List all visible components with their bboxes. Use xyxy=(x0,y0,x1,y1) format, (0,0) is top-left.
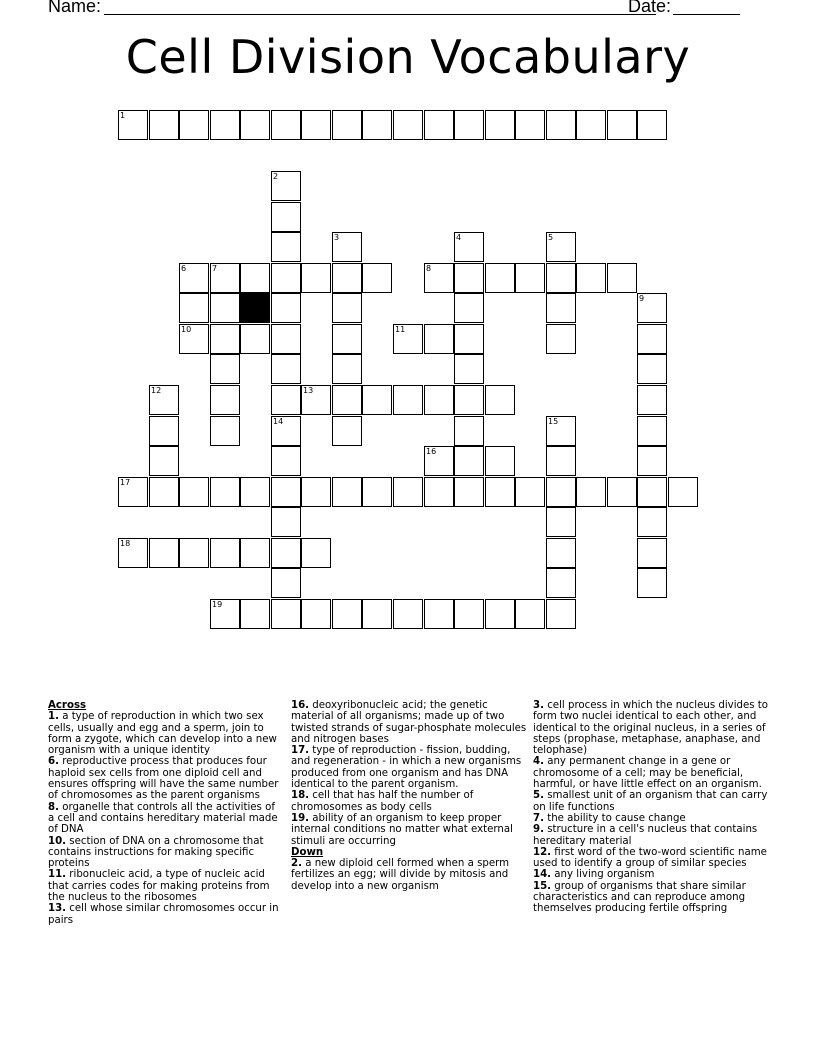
grid-cell[interactable] xyxy=(179,538,209,568)
grid-cell[interactable] xyxy=(485,599,515,629)
clue-item xyxy=(48,711,284,756)
clue-number: 6 xyxy=(181,264,187,273)
clue-item-number: 7. xyxy=(533,812,544,824)
grid-cell[interactable] xyxy=(485,477,515,507)
grid-cell[interactable] xyxy=(271,416,301,446)
grid-cell[interactable] xyxy=(637,538,667,568)
grid-cell[interactable] xyxy=(546,232,576,262)
grid-cell[interactable] xyxy=(271,110,301,140)
clue-item-number: 14. xyxy=(533,869,552,881)
grid-cell[interactable] xyxy=(424,477,454,507)
grid-cell[interactable] xyxy=(332,354,362,384)
grid-cell[interactable] xyxy=(576,477,606,507)
clue-item xyxy=(533,869,769,880)
grid-cell[interactable] xyxy=(149,538,179,568)
grid-cell[interactable] xyxy=(424,263,454,293)
clue-item-text: ribonucleic acid, a type of nucleic acid that carries codes for making proteins from the nucleus to the ribosomes xyxy=(48,869,270,904)
grid-cell[interactable] xyxy=(332,324,362,354)
clue-item xyxy=(533,813,769,824)
grid-cell[interactable] xyxy=(393,324,423,354)
grid-cell[interactable] xyxy=(454,293,484,323)
clue-item-text: organelle that controls all the activities of a cell and contains hereditary material made of DNA xyxy=(48,801,278,836)
grid-cell[interactable] xyxy=(668,477,698,507)
grid-cell[interactable] xyxy=(637,110,667,140)
clue-section-heading: Down xyxy=(291,846,324,858)
grid-cell[interactable] xyxy=(546,477,576,507)
clue-item-text: cell process in which the nucleus divides to form two nuclei identical to each other, and identical to the original nucleus, in a series of steps (prophase, metaphase, anaphase, and telophase) xyxy=(533,700,769,757)
grid-cell[interactable] xyxy=(607,263,637,293)
grid-cell[interactable] xyxy=(515,263,545,293)
clue-item xyxy=(533,847,769,870)
clue-item-text: structure in a cell's nucleus that contains hereditary material xyxy=(533,824,758,847)
clue-item-number: 8. xyxy=(48,801,59,813)
clue-item-text: a new diploid cell formed when a sperm fertilizes an egg; will divide by mitosis and develop into a new organism xyxy=(291,858,510,892)
clue-item-text: any living organism xyxy=(551,869,655,881)
clue-number: 12 xyxy=(151,386,162,395)
grid-cell[interactable] xyxy=(271,538,301,568)
clue-item-number: 10. xyxy=(48,835,67,847)
grid-cell[interactable] xyxy=(546,446,576,476)
clue-number: 17 xyxy=(120,478,131,487)
clue-item xyxy=(48,903,284,926)
clue-item-number: 19. xyxy=(291,812,310,824)
clue-item xyxy=(291,813,527,847)
clue-number: 13 xyxy=(303,386,314,395)
grid-cell[interactable] xyxy=(454,446,484,476)
clue-number: 11 xyxy=(395,325,406,334)
clue-item-number: 12. xyxy=(533,846,552,858)
clue-column-2 xyxy=(291,700,527,892)
grid-cell[interactable] xyxy=(546,324,576,354)
grid-cell[interactable] xyxy=(393,385,423,415)
clue-item xyxy=(291,858,527,892)
grid-cell[interactable] xyxy=(240,324,270,354)
grid-cell[interactable] xyxy=(271,599,301,629)
grid-cell[interactable] xyxy=(485,263,515,293)
clue-item xyxy=(291,745,527,790)
grid-cell[interactable] xyxy=(149,446,179,476)
grid-cell[interactable] xyxy=(301,477,331,507)
grid-cell[interactable] xyxy=(546,416,576,446)
grid-cell[interactable] xyxy=(179,263,209,293)
grid-cell[interactable] xyxy=(240,477,270,507)
clue-number: 4 xyxy=(456,233,462,242)
grid-cell[interactable] xyxy=(240,110,270,140)
grid-cell[interactable] xyxy=(637,507,667,537)
grid-cell[interactable] xyxy=(210,599,240,629)
grid-cell[interactable] xyxy=(362,385,392,415)
grid-cell[interactable] xyxy=(454,324,484,354)
grid-cell[interactable] xyxy=(118,477,148,507)
grid-cell[interactable] xyxy=(485,110,515,140)
clue-number: 10 xyxy=(181,325,192,334)
grid-cell[interactable] xyxy=(332,416,362,446)
clue-item-text: section of DNA on a chromosome that contains instructions for making specific proteins xyxy=(48,835,264,870)
clue-number: 19 xyxy=(212,600,223,609)
grid-cell[interactable] xyxy=(118,538,148,568)
clue-item xyxy=(533,824,769,847)
clue-item xyxy=(533,881,769,915)
grid-cell[interactable] xyxy=(210,538,240,568)
clue-column-3 xyxy=(533,700,769,915)
clue-item-text: reproductive process that produces four haploid sex cells from one diploid cell and ensures offspring will have the same number of chromosomes as the parent organisms xyxy=(48,756,279,802)
clue-number: 8 xyxy=(426,264,432,273)
clue-item-text: group of organisms that share similar characteristics and can reproduce among themselves producing fertile offspring xyxy=(533,880,746,915)
grid-cell[interactable] xyxy=(271,477,301,507)
clue-item-number: 9. xyxy=(533,824,544,836)
clue-item-text: a type of reproduction in which two sex cells, usually and egg and a sperm, join to form a zygote, which can develop into a new organism with a unique identity xyxy=(48,711,277,757)
clue-item-text: any permanent change in a gene or chromosome of a cell; may be beneficial, harmful, or have little effect on an organism. xyxy=(533,756,762,791)
clue-number: 9 xyxy=(639,294,645,303)
clue-item-number: 6. xyxy=(48,756,59,768)
grid-cell[interactable] xyxy=(210,416,240,446)
clue-item-text: type of reproduction - fission, budding, and regeneration - in which a new organisms produced from one organism and has DNA identical to the parent organism. xyxy=(291,745,522,791)
clue-item xyxy=(533,790,769,813)
clue-item-number: 16. xyxy=(291,700,310,711)
clue-number: 2 xyxy=(273,172,279,181)
clue-item-text: cell whose similar chromosomes occur in pairs xyxy=(48,903,279,926)
grid-cell[interactable] xyxy=(271,171,301,201)
clue-item xyxy=(48,802,284,836)
clue-item-number: 15. xyxy=(533,880,552,892)
grid-cell[interactable] xyxy=(271,354,301,384)
grid-cell[interactable] xyxy=(546,293,576,323)
clue-item-number: 4. xyxy=(533,756,544,768)
grid-cell[interactable] xyxy=(332,293,362,323)
grid-cell[interactable] xyxy=(546,110,576,140)
grid-cell[interactable] xyxy=(607,110,637,140)
grid-cell[interactable] xyxy=(576,263,606,293)
grid-cell[interactable] xyxy=(332,599,362,629)
grid-cell[interactable] xyxy=(515,599,545,629)
grid-cell[interactable] xyxy=(546,538,576,568)
clue-number: 16 xyxy=(426,447,437,456)
grid-cell[interactable] xyxy=(607,477,637,507)
grid-cell[interactable] xyxy=(149,385,179,415)
grid-cell[interactable] xyxy=(271,263,301,293)
grid-cell[interactable] xyxy=(637,477,667,507)
grid-cell[interactable] xyxy=(393,110,423,140)
clue-item-number: 11. xyxy=(48,869,67,881)
clue-item xyxy=(533,700,769,756)
grid-cell[interactable] xyxy=(637,354,667,384)
grid-cell[interactable] xyxy=(637,385,667,415)
grid-cell[interactable] xyxy=(149,110,179,140)
clue-item-text: the ability to cause change xyxy=(543,812,686,824)
grid-cell[interactable] xyxy=(637,568,667,598)
grid-cell[interactable] xyxy=(424,385,454,415)
grid-cell[interactable] xyxy=(149,416,179,446)
grid-cell[interactable] xyxy=(271,385,301,415)
grid-cell[interactable] xyxy=(179,293,209,323)
grid-cell[interactable] xyxy=(271,507,301,537)
grid-cell[interactable] xyxy=(210,385,240,415)
grid-cell[interactable] xyxy=(210,110,240,140)
clue-item-number: 1. xyxy=(48,711,59,723)
clue-item xyxy=(48,869,284,903)
clue-item-number: 2. xyxy=(291,858,302,870)
grid-cell[interactable] xyxy=(637,293,667,323)
clue-item xyxy=(291,700,527,745)
grid-cell[interactable] xyxy=(454,110,484,140)
grid-cell[interactable] xyxy=(576,110,606,140)
grid-cell[interactable] xyxy=(271,568,301,598)
clue-item xyxy=(48,756,284,801)
grid-cell[interactable] xyxy=(301,110,331,140)
grid-cell[interactable] xyxy=(424,324,454,354)
grid-cell[interactable] xyxy=(637,324,667,354)
grid-cell[interactable] xyxy=(301,385,331,415)
grid-cell[interactable] xyxy=(179,324,209,354)
clue-number: 5 xyxy=(548,233,554,242)
grid-cell[interactable] xyxy=(424,599,454,629)
clue-item-text: deoxyribonucleic acid; the genetic material of all organisms; made up of two twisted strands of sugar-phosphate molecules and nitrogen bases xyxy=(291,700,527,745)
grid-cell[interactable] xyxy=(301,599,331,629)
clue-item-number: 18. xyxy=(291,790,310,802)
grid-cell[interactable] xyxy=(546,507,576,537)
grid-cell[interactable] xyxy=(210,354,240,384)
grid-cell[interactable] xyxy=(271,293,301,323)
grid-cell[interactable] xyxy=(515,477,545,507)
grid-cell[interactable] xyxy=(424,110,454,140)
grid-cell[interactable] xyxy=(301,538,331,568)
grid-cell[interactable] xyxy=(332,385,362,415)
grid-cell[interactable] xyxy=(454,416,484,446)
grid-cell[interactable] xyxy=(454,354,484,384)
clue-section-heading: Across xyxy=(48,700,87,711)
black-square xyxy=(240,293,270,323)
grid-cell[interactable] xyxy=(393,599,423,629)
grid-cell[interactable] xyxy=(362,263,392,293)
clue-item xyxy=(48,836,284,870)
clue-item-number: 5. xyxy=(533,790,544,802)
clue-item-text: smallest unit of an organism that can carry on life functions xyxy=(533,790,768,813)
grid-cell[interactable] xyxy=(179,110,209,140)
grid-cell[interactable] xyxy=(210,293,240,323)
clue-item-text: ability of an organism to keep proper internal conditions no matter what external stimuli are occurring xyxy=(291,812,513,847)
grid-cell[interactable] xyxy=(362,599,392,629)
grid-cell[interactable] xyxy=(271,232,301,262)
clue-number: 14 xyxy=(273,417,284,426)
page-title: Cell Division Vocabulary xyxy=(125,30,691,84)
date-label: Date: xyxy=(628,0,672,16)
grid-cell[interactable] xyxy=(454,232,484,262)
clue-item xyxy=(291,790,527,813)
clue-item xyxy=(533,756,769,790)
grid-cell[interactable] xyxy=(454,263,484,293)
clue-number: 1 xyxy=(120,111,126,120)
clue-column-1 xyxy=(48,700,284,926)
grid-cell[interactable] xyxy=(515,110,545,140)
grid-cell[interactable] xyxy=(149,477,179,507)
grid-cell[interactable] xyxy=(332,110,362,140)
clue-item-number: 3. xyxy=(533,700,544,711)
grid-cell[interactable] xyxy=(485,385,515,415)
grid-cell[interactable] xyxy=(546,263,576,293)
grid-cell[interactable] xyxy=(240,538,270,568)
grid-cell[interactable] xyxy=(301,263,331,293)
grid-cell[interactable] xyxy=(240,263,270,293)
clue-number: 3 xyxy=(334,233,340,242)
grid-cell[interactable] xyxy=(546,568,576,598)
clue-number: 18 xyxy=(120,539,131,548)
grid-cell[interactable] xyxy=(485,446,515,476)
clue-item-number: 13. xyxy=(48,903,67,915)
grid-cell[interactable] xyxy=(454,477,484,507)
grid-cell[interactable] xyxy=(332,232,362,262)
grid-cell[interactable] xyxy=(424,446,454,476)
grid-cell[interactable] xyxy=(332,477,362,507)
grid-cell[interactable] xyxy=(210,263,240,293)
grid-cell[interactable] xyxy=(118,110,148,140)
grid-cell[interactable] xyxy=(362,477,392,507)
grid-cell[interactable] xyxy=(271,324,301,354)
clue-number: 7 xyxy=(212,264,218,273)
grid-cell[interactable] xyxy=(454,599,484,629)
grid-cell[interactable] xyxy=(637,446,667,476)
grid-cell[interactable] xyxy=(546,599,576,629)
clue-number: 15 xyxy=(548,417,559,426)
grid-cell[interactable] xyxy=(240,599,270,629)
clue-item-text: first word of the two-word scientific name used to identify a group of similar species xyxy=(533,846,767,870)
grid-cell[interactable] xyxy=(179,477,209,507)
name-label: Name: xyxy=(48,0,102,16)
grid-cell[interactable] xyxy=(454,385,484,415)
grid-cell[interactable] xyxy=(393,477,423,507)
grid-cell[interactable] xyxy=(637,416,667,446)
clue-item-number: 17. xyxy=(291,745,310,757)
grid-cell[interactable] xyxy=(271,202,301,232)
grid-cell[interactable] xyxy=(271,446,301,476)
grid-cell[interactable] xyxy=(332,263,362,293)
grid-cell[interactable] xyxy=(210,324,240,354)
clue-item-text: cell that has half the number of chromosomes as body cells xyxy=(291,790,474,813)
grid-cell[interactable] xyxy=(210,477,240,507)
grid-cell[interactable] xyxy=(362,110,392,140)
